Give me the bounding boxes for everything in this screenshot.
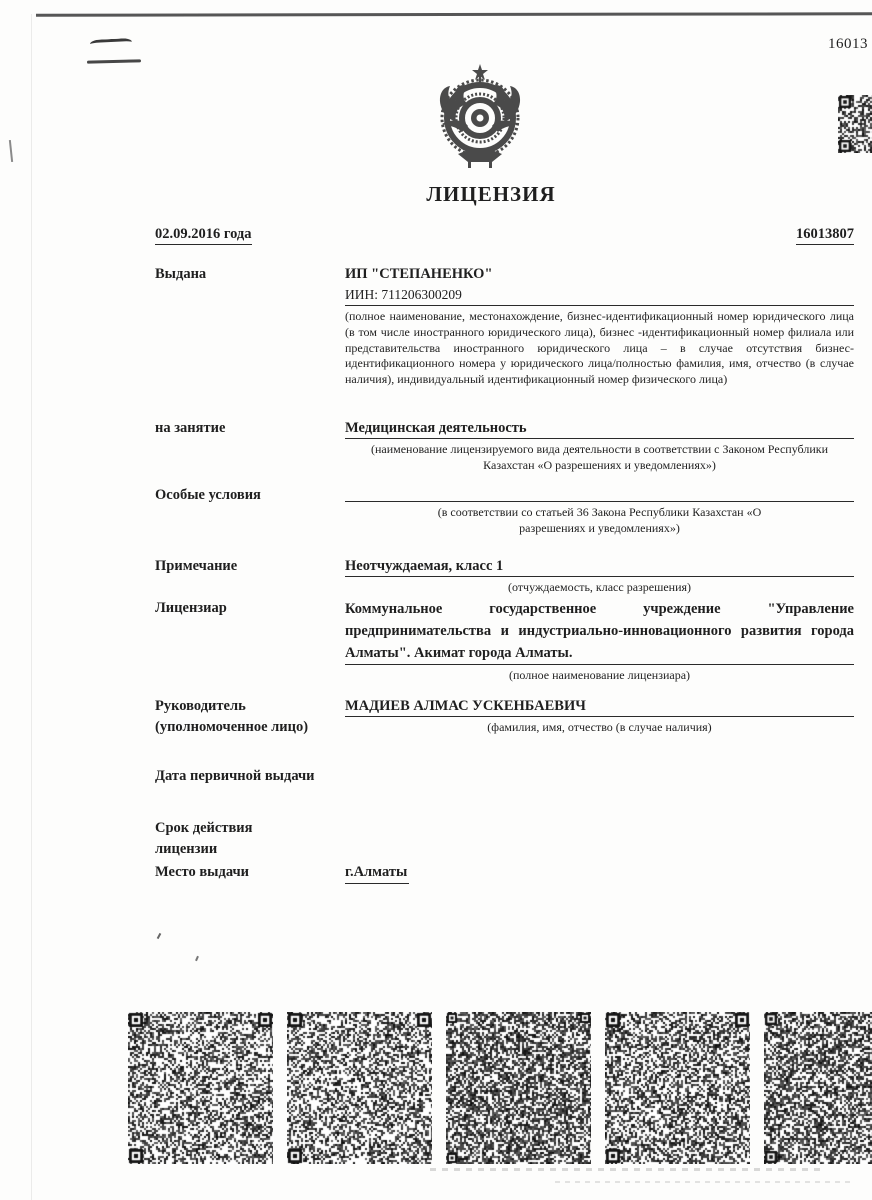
field-caption: (наименование лицензируемого вида деятельности в соответствии с Законом Республики Казахстан «О разрешениях и уведомлениях») [370,442,829,472]
barcode-canvas [605,1012,750,1164]
field-label: Примечание [155,558,238,574]
licensee-iin: ИИН: 711206300209 [345,284,854,306]
field-note [155,556,854,596]
field-label: Особые условия [155,487,261,503]
barcode-canvas [287,1012,432,1164]
field-licensor [155,598,854,684]
licensee-name: ИП "СТЕПАНЕНКО" [345,266,493,282]
head-label-line1: Руководитель [155,698,246,714]
validity-label-line1: Срок действия [155,820,253,836]
date-number-row [155,226,854,245]
field-label: Место выдачи [155,864,250,880]
field-issued [155,264,854,388]
field-caption: (полное наименование лицензиара) [508,668,691,682]
show-through-text [555,1181,855,1183]
pen-mark [87,59,141,63]
barcode-block-1 [128,1012,273,1164]
field-caption: (фамилия, имя, отчество (в случае наличия) [487,720,712,734]
qr-code-canvas [838,95,872,153]
field-caption: (в соответствии со статьей 36 Закона Республики Казахстан «О разрешениях и уведомлениях») [437,505,762,535]
document-title: ЛИЦЕНЗИЯ [426,182,556,206]
head-name: МАДИЕВ АЛМАС УСКЕНБАЕВИЧ [345,696,854,717]
note-value: Неотчуждаемая, класс 1 [345,556,854,577]
field-activity [155,418,854,473]
pen-mark [90,38,132,48]
corner-document-number: 16013 [828,36,868,52]
license-number: 16013807 [796,226,854,245]
head-label-line2: (уполномоченное лицо) [155,719,309,735]
field-special-conditions [155,485,854,536]
validity-label-line2: лицензии [155,841,218,857]
barcode-block-3 [446,1012,591,1164]
field-label: Выдана [155,266,207,282]
licensor-value: Коммунальное государственное учреждение "Управление предпринимательства и индустриально-инновационного развития города Алматы". Акимат города Алматы. [345,598,854,665]
field-validity [155,818,854,860]
scan-speck [157,933,162,939]
scan-top-edge [36,12,872,16]
place-value: г.Алматы [345,862,409,884]
show-through-text [430,1168,820,1171]
field-label: Дата первичной выдачи [155,768,315,784]
field-label [155,818,345,860]
scan-left-edge [31,14,32,1200]
qr-code-icon [838,95,872,158]
special-conditions-value [345,485,854,502]
activity-value: Медицинская деятельность [345,418,854,439]
field-label [155,696,345,738]
barcode-block-4 [605,1012,750,1164]
issue-date: 02.09.2016 года [155,226,252,245]
barcode-canvas [446,1012,591,1164]
field-caption: (полное наименование, местонахождение, бизнес-идентификационный номер юридического лица (в том числе иностранного юридического лица), бизнес -идентификационный номер филиала или представительства иностранного юридического лица – в случае отсутствия бизнес-идентификационного номера у юридического лица/полностью фамилия, имя, отчество (в случае наличия), индивидуальный идентификационный номер физического лица) [345,309,854,387]
kazakhstan-emblem-icon [428,62,532,170]
scan-speck [195,956,199,961]
barcode-canvas [128,1012,273,1164]
barcode-canvas [764,1012,872,1164]
scan-artifact [9,140,13,162]
barcode-block-5 [764,1012,872,1164]
field-label: на занятие [155,420,226,436]
field-head [155,696,854,738]
barcode-block-2 [287,1012,432,1164]
field-label: Лицензиар [155,600,227,616]
field-caption: (отчуждаемость, класс разрешения) [507,580,692,594]
field-first-issue-date [155,766,854,787]
field-place-of-issue [155,862,854,884]
